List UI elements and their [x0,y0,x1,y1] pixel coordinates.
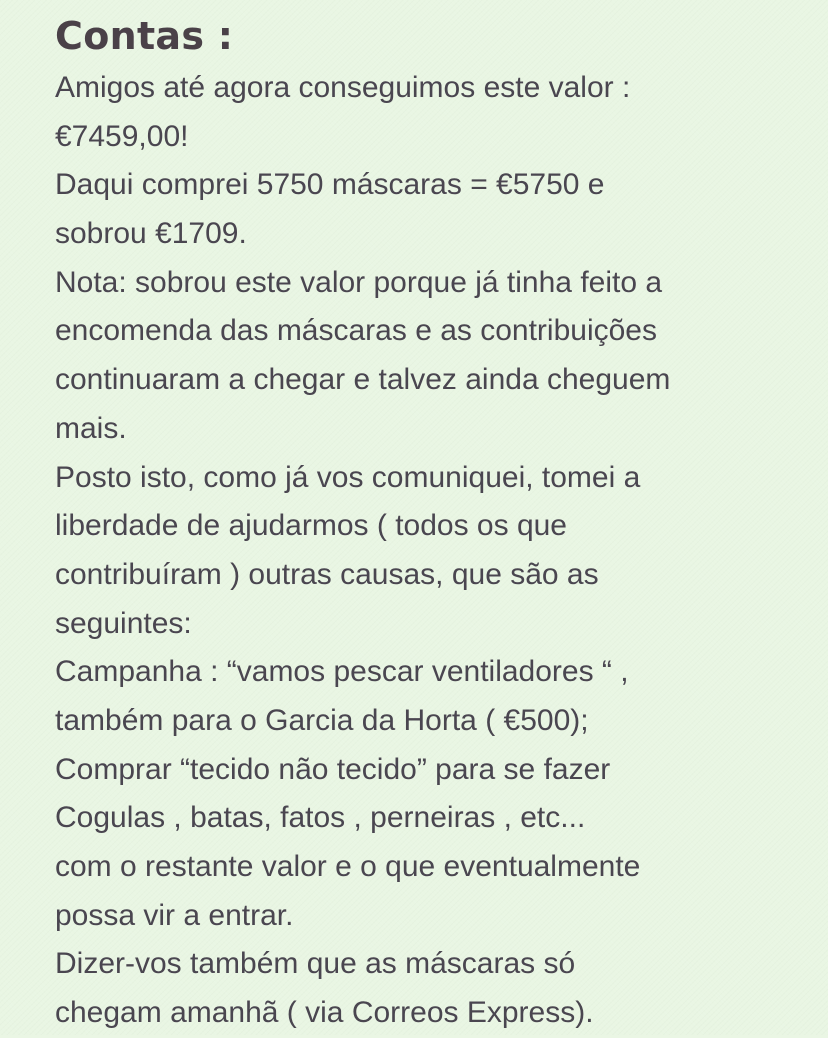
note-line: Campanha : “vamos pescar ventiladores “ , [55,655,629,689]
note-body [55,64,788,1038]
note-line: Comprar “tecido não tecido” para se fazer [55,752,611,786]
note-line: com o restante valor e o que eventualmente [55,850,641,883]
note-line: continuaram a chegar e talvez ainda cheguem [55,363,671,397]
note-line: Amigos até agora conseguimos este valor : [55,71,631,104]
note-line: Dizer-vos também que as máscaras só [55,947,576,981]
note-line: Nota: sobrou este valor porque já tinha feito a [55,265,663,299]
note-line: seguintes: [55,606,192,640]
note-line: liberdade de ajudarmos ( todos os que [55,509,567,543]
note-line: mais. [55,411,127,445]
note-line: Daqui comprei 5750 máscaras = €5750 e [55,168,605,202]
note-line: possa vir a entrar. [55,898,294,932]
note-line: Cogulas , batas, fatos , perneiras , etc... [55,801,586,835]
note-line: €7459,00! [55,119,189,153]
note-line: também para o Garcia da Horta ( €500); [55,703,589,737]
note-line: chegam amanhã ( via Correos Express). [55,996,594,1030]
note-line: contribuíram ) outras causas, que são as [55,557,599,591]
note-line: Posto isto, como já vos comuniquei, tomei a [55,460,641,494]
note-line: sobrou €1709. [55,217,247,251]
note-line: encomenda das máscaras e as contribuições [55,314,657,348]
note-title: Contas : [55,14,234,58]
